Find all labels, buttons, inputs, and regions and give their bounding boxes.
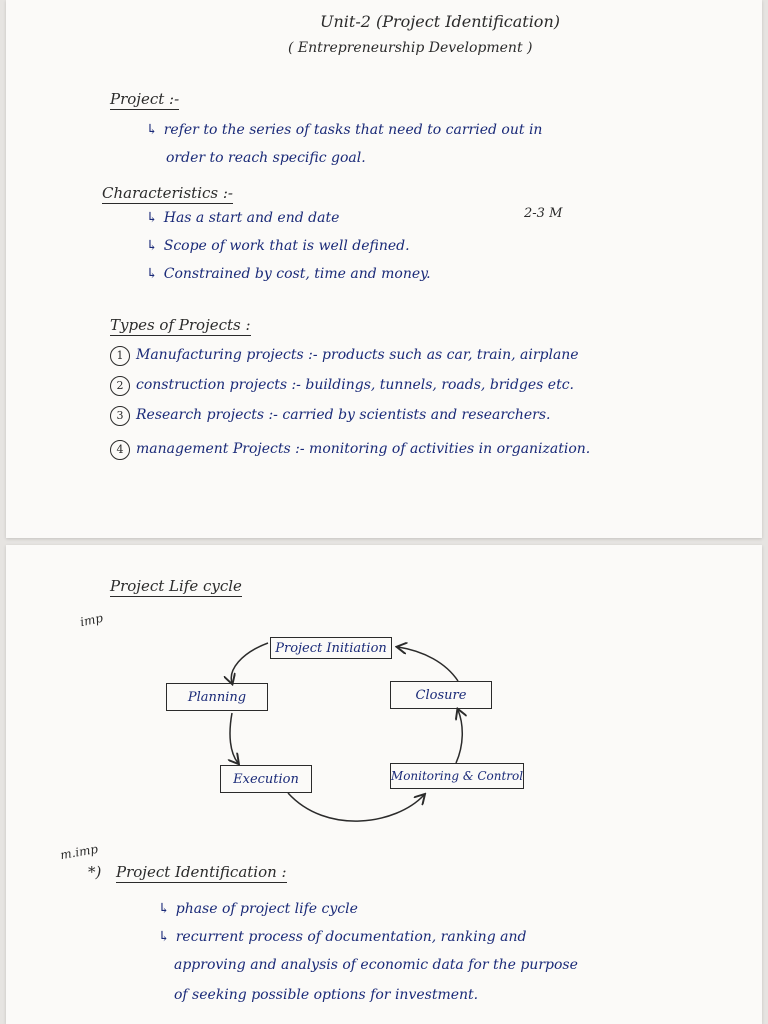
notebook-page-1: [6, 0, 762, 538]
project-type-text-1: Manufacturing projects :- products such as car, train, airplane: [136, 347, 579, 363]
project-type-text-2: construction projects :- buildings, tunnels, roads, bridges etc.: [136, 377, 575, 393]
hook-arrow-icon: ↳: [158, 929, 170, 945]
characteristics-heading: [102, 184, 233, 202]
cycle-arrow-planning-to-execution: [230, 713, 238, 763]
characteristic-text-2: Scope of work that is well defined.: [163, 238, 410, 254]
notebook-page-2: [6, 545, 762, 1024]
lifecycle-diagram: [6, 545, 762, 1024]
project-type-text-3: Research projects :- carried by scientists and researchers.: [136, 407, 551, 423]
hook-arrow-icon: ↳: [158, 901, 170, 917]
stage-project-initiation: Project Initiation: [270, 637, 392, 659]
imp-note: imp: [78, 610, 105, 630]
project-type-text-4: management Projects :- monitoring of activities in organization.: [136, 441, 591, 457]
project-type-item-2: [110, 376, 574, 396]
identification-heading: [116, 863, 287, 881]
identification-point-4: of seeking possible options for investment.: [174, 987, 479, 1003]
circled-number-1: 1: [110, 346, 130, 366]
identification-point-3: approving and analysis of economic data for the purpose: [174, 957, 578, 973]
types-heading: [110, 316, 251, 334]
characteristic-item-1: [146, 210, 339, 226]
hook-arrow-icon: ↳: [146, 122, 158, 138]
project-definition-line-2: order to reach specific goal.: [166, 150, 366, 166]
identification-text-2: recurrent process of documentation, ranking and: [175, 929, 527, 945]
identification-text-1: phase of project life cycle: [175, 901, 358, 917]
hook-arrow-icon: ↳: [146, 210, 158, 226]
project-type-item-4: [110, 440, 590, 460]
stage-execution: Execution: [220, 765, 312, 793]
characteristics-heading-text: Characteristics :-: [102, 184, 233, 202]
circled-number-2: 2: [110, 376, 130, 396]
project-heading: [110, 90, 179, 108]
stage-monitoring-control: Monitoring & Control: [390, 763, 524, 789]
marks-note: 2-3 M: [524, 206, 563, 221]
identification-point-2: [158, 929, 526, 945]
types-heading-text: Types of Projects :: [110, 316, 251, 334]
lifecycle-heading-text: Project Life cycle: [110, 577, 242, 595]
cycle-arrow-execution-to-monitoring: [288, 793, 424, 821]
star-marker: *): [88, 863, 102, 881]
cycle-arrow-initiation-to-planning: [231, 643, 268, 683]
characteristic-text-1: Has a start and end date: [163, 210, 340, 226]
stage-closure: Closure: [390, 681, 492, 709]
project-definition-line-1: [146, 122, 542, 138]
stage-planning: Planning: [166, 683, 268, 711]
mimp-note: m.imp: [59, 841, 100, 863]
identification-point-1: [158, 901, 358, 917]
characteristic-item-2: [146, 238, 410, 254]
project-definition-text-1: refer to the series of tasks that need to carried out in: [163, 122, 543, 138]
page-subtitle: ( Entrepreneurship Development ): [288, 40, 533, 56]
project-type-item-3: [110, 406, 551, 426]
cycle-arrow-monitoring-to-closure: [456, 710, 462, 763]
page-title: Unit-2 (Project Identification): [320, 12, 560, 31]
circled-number-4: 4: [110, 440, 130, 460]
circled-number-3: 3: [110, 406, 130, 426]
project-heading-text: Project :-: [110, 90, 180, 108]
hook-arrow-icon: ↳: [146, 266, 158, 282]
hook-arrow-icon: ↳: [146, 238, 158, 254]
project-type-item-1: [110, 346, 579, 366]
characteristic-text-3: Constrained by cost, time and money.: [163, 266, 431, 282]
characteristic-item-3: [146, 266, 431, 282]
cycle-arrow-closure-to-initiation: [398, 647, 458, 681]
identification-heading-text: Project Identification :: [116, 863, 287, 881]
